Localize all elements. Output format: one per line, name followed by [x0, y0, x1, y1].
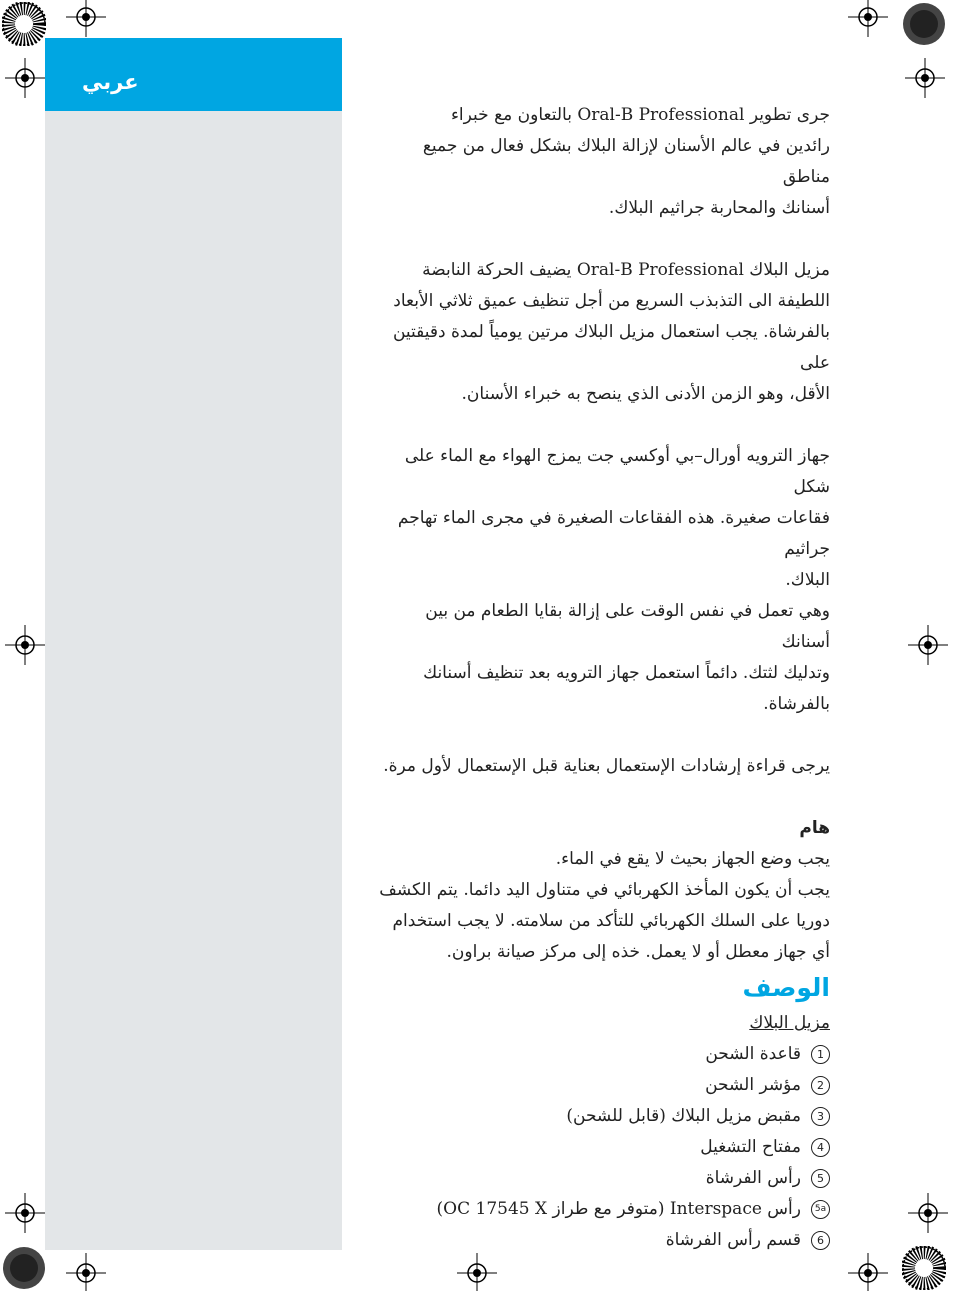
intro-line: أسنانك والمحاربة جراثيم البلاك.: [608, 198, 830, 218]
corner-star-target-icon: [2, 2, 46, 46]
intro-line: الأقل، وهو الزمن الأدنى الذي ينصح به خبراء الأسنان.: [461, 384, 830, 404]
intro-line: رائدين في عالم الأسنان لإزالة البلاك بشكل فعال من جميع مناطق: [422, 136, 830, 187]
registration-mark-icon: [908, 1193, 948, 1233]
registration-mark-icon: [905, 58, 945, 98]
part-number: 5a: [811, 1200, 830, 1219]
registration-mark-icon: [5, 58, 45, 98]
part-label: مؤشر الشحن: [705, 1075, 801, 1095]
important-line: يجب أن يكون المأخذ الكهربائي في متناول اليد دائما. يتم الكشف: [379, 880, 830, 900]
important-heading: هام: [799, 818, 830, 838]
intro-line: جهاز الترويه أورال–بي أوكسي جت يمزج الهواء مع الماء على شكل: [404, 446, 830, 497]
part-label: مقبض مزيل البلاك (قابل للشحن): [566, 1106, 801, 1126]
registration-mark-icon: [848, 0, 888, 37]
part-item: [372, 1039, 830, 1070]
part-item: [372, 1163, 830, 1194]
corner-star-target-icon: [902, 2, 946, 46]
part-label: قاعدة الشحن: [705, 1044, 801, 1064]
important-line: يجب وضع الجهاز بحيث لا يقع في الماء.: [555, 849, 830, 869]
intro-line: اللطيفة الى التذبذب السريع من أجل تنظيف عميق ثلاثي الأبعاد: [393, 291, 830, 311]
part-number: 2: [811, 1076, 830, 1095]
corner-star-target-icon: [902, 1246, 946, 1290]
part-item: [372, 1132, 830, 1163]
part-item: [372, 1070, 830, 1101]
part-item: [372, 1225, 830, 1256]
read-instructions-note: يرجى قراءة إرشادات الإستعمال بعناية قبل الإستعمال لأول مرة.: [383, 756, 830, 776]
intro-line: بالفرشاة. يجب استعمال مزيل البلاك مرتين يومياً لمدة دقيقتين على: [392, 322, 830, 373]
part-number: 6: [811, 1231, 830, 1250]
part-item: [372, 1194, 830, 1225]
part-number: 3: [811, 1107, 830, 1126]
part-label: رأس الفرشاة: [705, 1168, 801, 1188]
part-number: 5: [811, 1169, 830, 1188]
registration-mark-icon: [457, 1253, 497, 1291]
important-line: أي جهاز معطل أو لا يعمل. خذه إلى مركز صيانة براون.: [446, 942, 830, 962]
sidebar-panel: [45, 38, 342, 1250]
registration-mark-icon: [848, 1253, 888, 1291]
part-label: قسم رأس الفرشاة: [665, 1230, 801, 1250]
language-tab-label: عربي: [82, 70, 139, 94]
registration-mark-icon: [66, 1253, 106, 1291]
registration-mark-icon: [5, 1193, 45, 1233]
corner-star-target-icon: [2, 1246, 46, 1290]
part-label: مفتاح التشغيل: [700, 1137, 801, 1157]
section-title-description: الوصف: [742, 973, 830, 1002]
intro-line: جرى تطوير Oral-B Professional بالتعاون مع خبراء: [450, 105, 830, 125]
parts-subtitle: مزيل البلاك: [749, 1013, 830, 1033]
part-number: 4: [811, 1138, 830, 1157]
intro-line: مزيل البلاك Oral-B Professional يضيف الحركة النابضة: [422, 260, 830, 280]
intro-line: وهي تعمل في نفس الوقت على إزالة بقايا الطعام من بين أسنانك: [425, 601, 830, 652]
part-item: [372, 1101, 830, 1132]
main-content: [372, 100, 830, 1256]
intro-line: بالفرشاة.: [763, 694, 830, 714]
important-line: دوريا على السلك الكهربائي للتأكد من سلامته. لا يجب استخدام: [392, 911, 830, 931]
registration-mark-icon: [5, 625, 45, 665]
intro-line: فقاعات صغيرة. هذه الفقاعات الصغيرة في مجرى الماء تهاجم جراثيم: [397, 508, 830, 559]
registration-mark-icon: [908, 625, 948, 665]
part-number: 1: [811, 1045, 830, 1064]
intro-line: البلاك.: [785, 570, 830, 590]
part-label: رأس Interspace (متوفر مع طراز OC 17545 X): [436, 1199, 801, 1219]
registration-mark-icon: [66, 0, 106, 37]
intro-line: وتدليك لثتك. دائماً استعمل جهاز الترويه بعد تنظيف أسنانك: [423, 663, 830, 683]
